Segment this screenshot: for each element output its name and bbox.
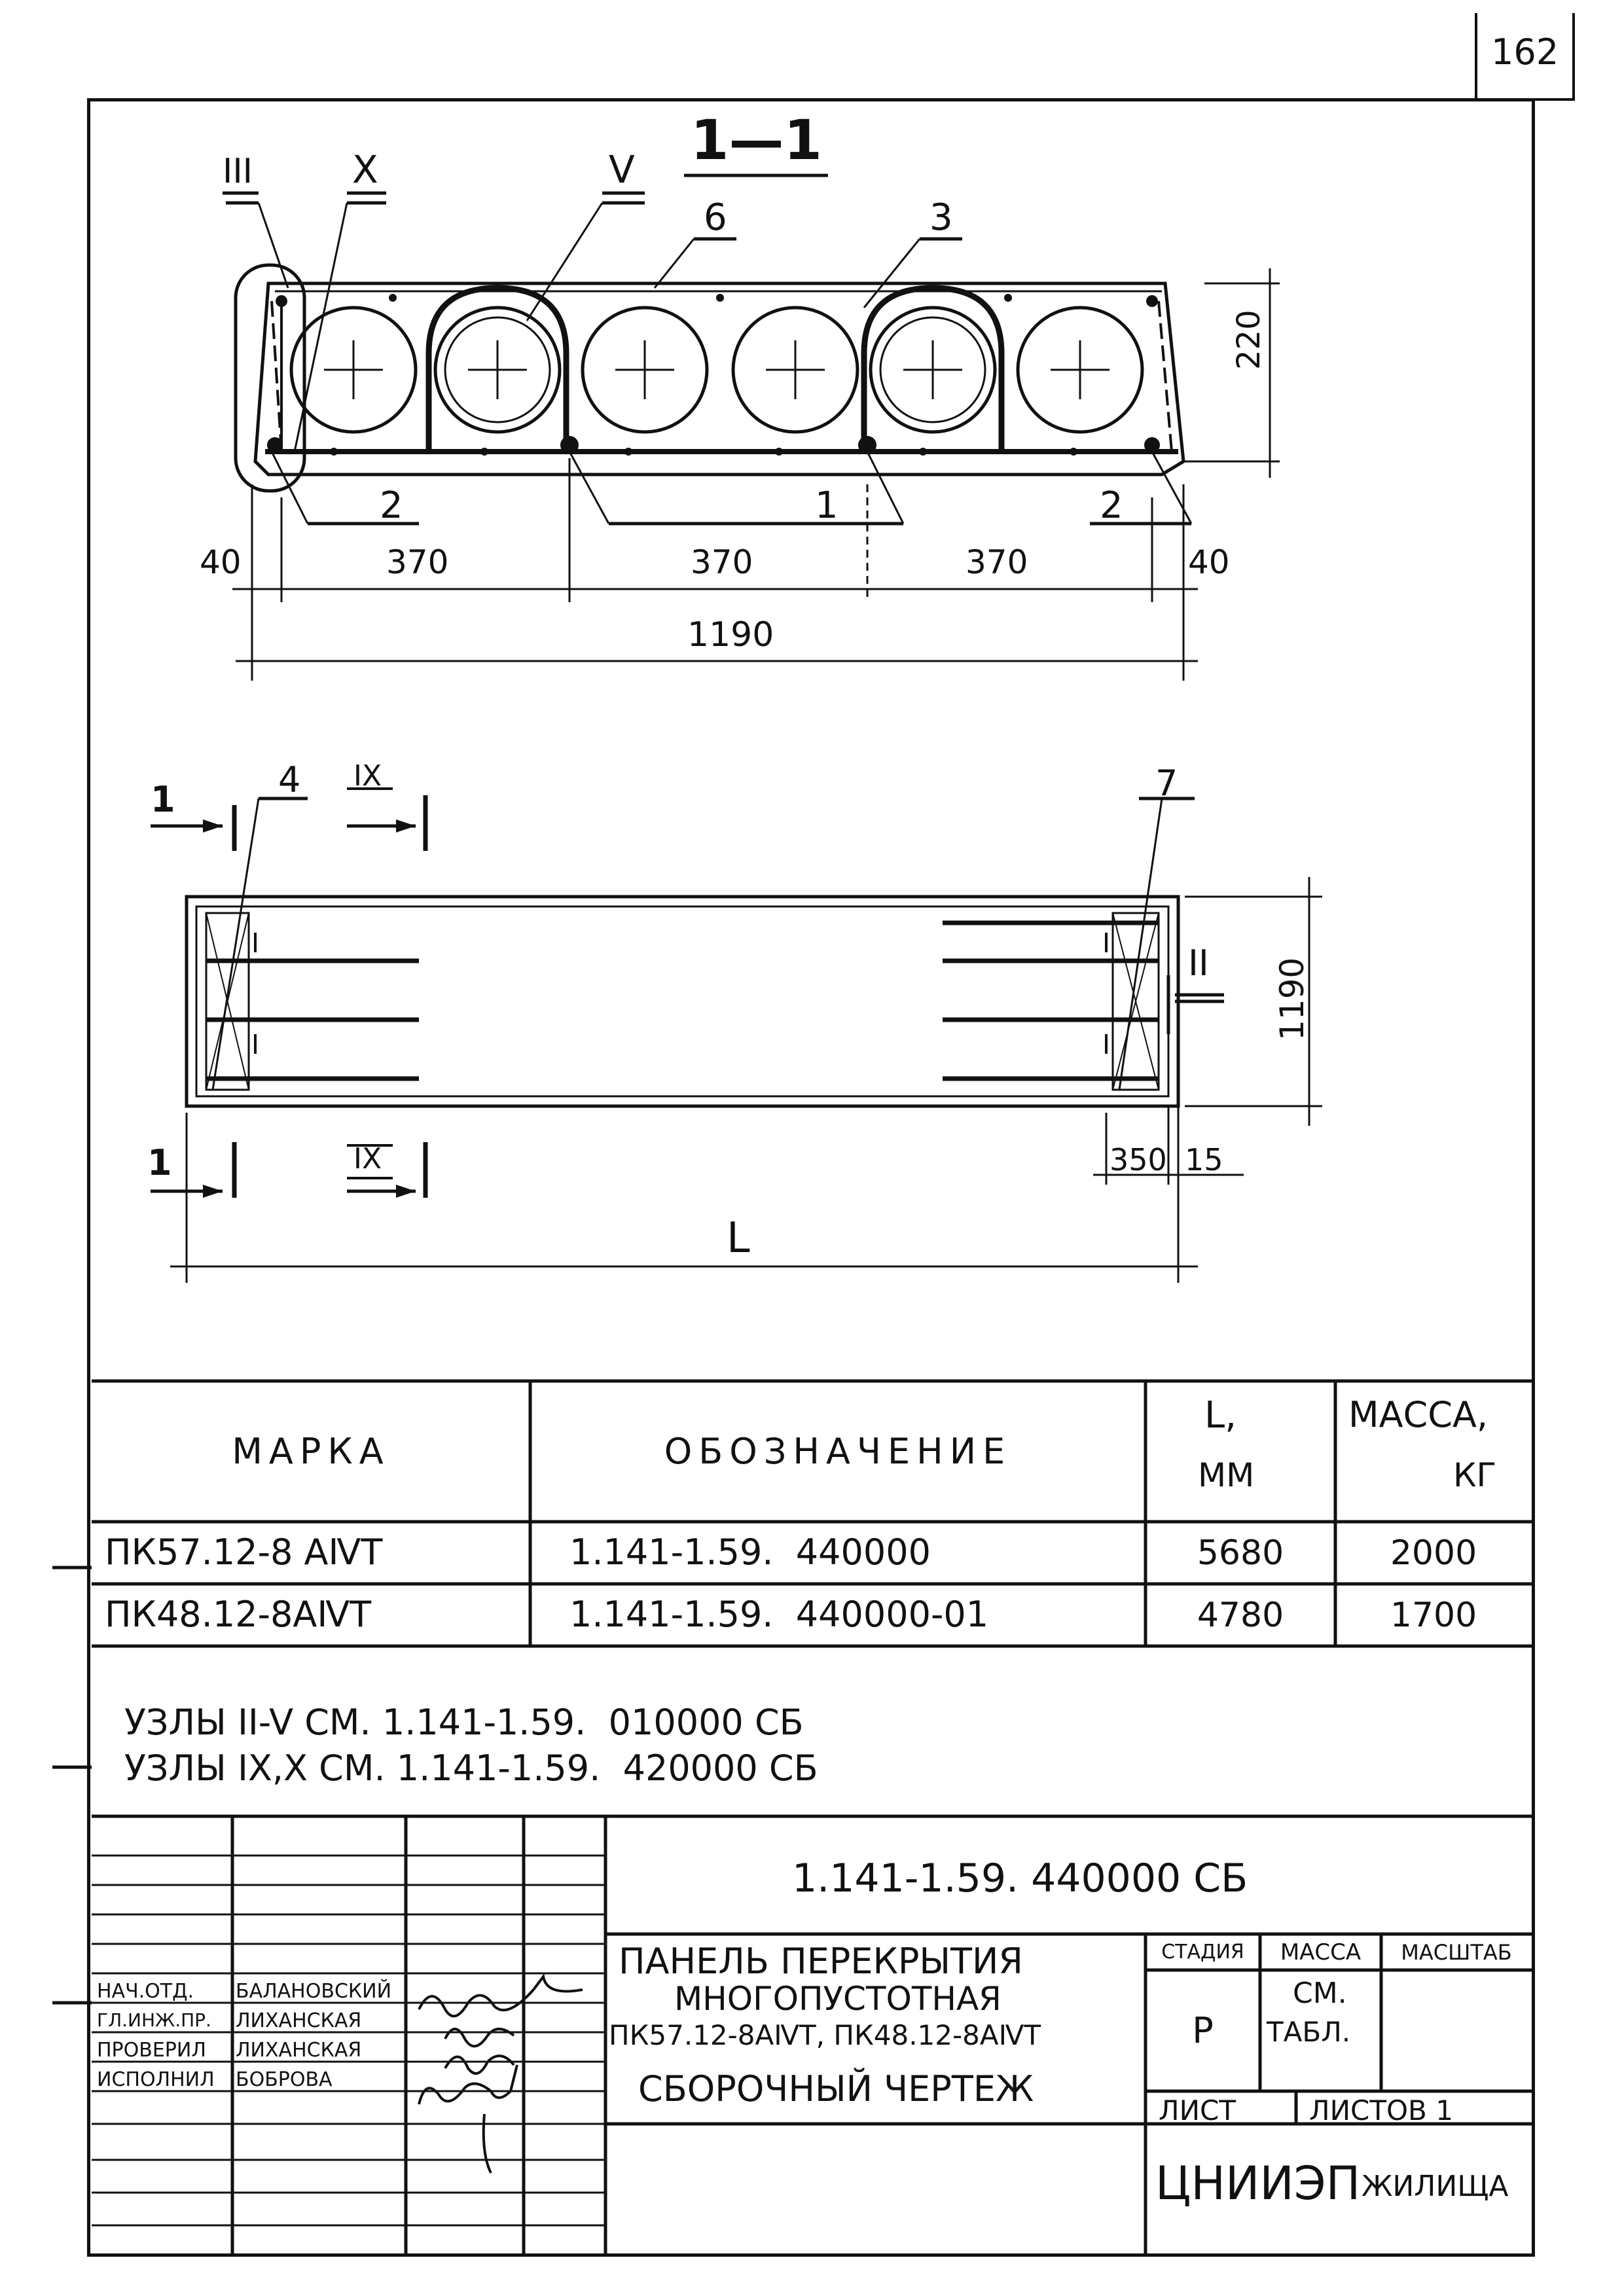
node-ii-label: II bbox=[1188, 942, 1209, 984]
sig-name-4: БОБРОВА bbox=[236, 2068, 333, 2091]
header-designation: ОБОЗНАЧЕНИЕ bbox=[664, 1431, 1012, 1472]
title-line-4: СБОРОЧНЫЙ ЧЕРТЕЖ bbox=[638, 2068, 1034, 2109]
header-length-unit: ММ bbox=[1198, 1456, 1255, 1494]
dim-edge-left-40: 40 bbox=[200, 543, 242, 581]
callout-x: X bbox=[352, 147, 378, 192]
sig-name-3: ЛИХАНСКАЯ bbox=[236, 2039, 362, 2062]
stage-label: СТАДИЯ bbox=[1161, 1941, 1244, 1964]
dim-edge-right-40: 40 bbox=[1188, 543, 1230, 581]
callout-iii: III bbox=[223, 152, 253, 191]
row2-mass: 1700 bbox=[1390, 1595, 1477, 1635]
callout-3: 3 bbox=[929, 196, 953, 239]
position-4: 4 bbox=[278, 759, 301, 800]
callout-1: 1 bbox=[815, 484, 839, 527]
dim-15: 15 bbox=[1185, 1142, 1223, 1177]
document-code: 1.141-1.59. 440000 СБ bbox=[792, 1856, 1248, 1901]
dim-span-1: 370 bbox=[386, 543, 449, 581]
sig-role-3: ПРОВЕРИЛ bbox=[97, 2039, 206, 2062]
section-title: 1—1 bbox=[691, 108, 822, 172]
cut-ix-top: IX bbox=[353, 759, 382, 793]
position-7: 7 bbox=[1155, 762, 1178, 804]
dim-span-3: 370 bbox=[965, 543, 1028, 581]
dim-length-l: L bbox=[727, 1214, 750, 1263]
mass-label: МАССА bbox=[1280, 1939, 1362, 1965]
sig-name-1: БАЛАНОВСКИЙ bbox=[236, 1980, 392, 2003]
row2-length: 4780 bbox=[1197, 1595, 1284, 1635]
dim-total-1190: 1190 bbox=[687, 615, 774, 655]
dim-height-220: 220 bbox=[1231, 310, 1267, 370]
organization-suffix: ЖИЛИЩА bbox=[1362, 2170, 1509, 2203]
title-line-1: ПАНЕЛЬ ПЕРЕКРЫТИЯ bbox=[619, 1941, 1023, 1982]
title-line-2: МНОГОПУСТОТНАЯ bbox=[674, 1980, 1001, 2018]
header-mark: МАРКА bbox=[232, 1431, 390, 1472]
cut-ix-bottom: IX bbox=[353, 1142, 382, 1175]
callout-2-left: 2 bbox=[380, 484, 403, 527]
sig-name-2: ЛИХАНСКАЯ bbox=[236, 2009, 362, 2032]
row1-mass: 2000 bbox=[1390, 1533, 1477, 1573]
dim-span-2: 370 bbox=[691, 543, 753, 581]
row1-designation: 1.141-1.59. 440000 bbox=[569, 1532, 931, 1573]
callout-v: V bbox=[609, 147, 635, 192]
row1-mark: ПК57.12-8 АⅣТ bbox=[105, 1532, 383, 1573]
organization: ЦНИИЭП bbox=[1155, 2157, 1361, 2210]
row1-length: 5680 bbox=[1197, 1533, 1284, 1573]
cut-1-bottom: 1 bbox=[147, 1142, 172, 1183]
sig-role-2: ГЛ.ИНЖ.ПР. bbox=[97, 2009, 211, 2031]
dim-350: 350 bbox=[1110, 1142, 1167, 1177]
mass-value-line-2: ТАБЛ. bbox=[1267, 2016, 1351, 2048]
mass-value-line-1: СМ. bbox=[1293, 1977, 1347, 2010]
row2-mark: ПК48.12-8АⅣТ bbox=[105, 1594, 372, 1635]
sheets-count: ЛИСТОВ 1 bbox=[1309, 2094, 1453, 2126]
title-line-3: ПК57.12-8АⅣТ, ПК48.12-8АⅣТ bbox=[609, 2019, 1041, 2051]
sheet-number: 162 bbox=[1491, 31, 1559, 73]
row2-designation: 1.141-1.59. 440000-01 bbox=[569, 1594, 989, 1635]
callout-6: 6 bbox=[704, 196, 727, 239]
note-nodes-ix-x: УЗЛЫ IX,X СМ. 1.141-1.59. 420000 СБ bbox=[124, 1748, 818, 1789]
stage-value: Р bbox=[1192, 2010, 1214, 2051]
cut-1-top: 1 bbox=[151, 779, 175, 820]
dim-plan-width-1190: 1190 bbox=[1273, 957, 1311, 1041]
header-mass-unit: КГ bbox=[1453, 1456, 1496, 1494]
header-length: L, bbox=[1204, 1394, 1236, 1437]
scale-label: МАСШТАБ bbox=[1401, 1939, 1512, 1965]
sig-role-4: ИСПОЛНИЛ bbox=[97, 2068, 215, 2091]
note-nodes-ii-v: УЗЛЫ II-V СМ. 1.141-1.59. 010000 СБ bbox=[124, 1702, 804, 1743]
callout-2-right: 2 bbox=[1100, 484, 1123, 527]
sheet-label: ЛИСТ bbox=[1159, 2094, 1236, 2126]
sig-role-1: НАЧ.ОТД. bbox=[97, 1980, 194, 2003]
header-mass: МАССА, bbox=[1348, 1394, 1489, 1435]
signature-marks bbox=[419, 1977, 583, 2173]
